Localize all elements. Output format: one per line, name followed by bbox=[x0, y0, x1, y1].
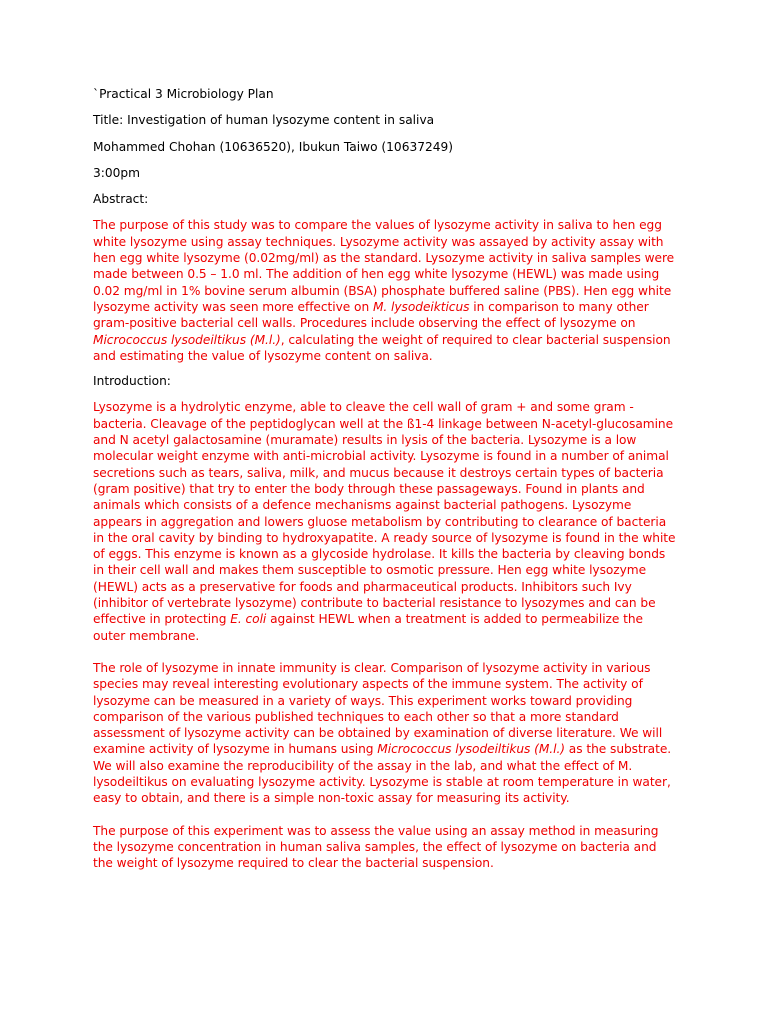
abstract-species-1: M. lysodeikticus bbox=[372, 299, 470, 314]
intro1-text-2: against HEWL when a treatment is added to permeabilize the outer membrane. bbox=[93, 612, 644, 643]
document-title: Title: Investigation of human lysozyme content in saliva bbox=[93, 113, 435, 128]
introduction-label: Introduction: bbox=[93, 374, 171, 389]
abstract-text-1: The purpose of this study was to compare the values of lysozyme activity in saliva to hen egg white lysozyme using assay techniques. Lysozyme activity was assayed by activity assay with hen egg white lysozyme (0.02mg/ml) as the standard. Lysozyme activity in saliva samples were made between 0.5 – 1.0 ml. The addition of hen egg white lysozyme (HEWL) was made using 0.02 mg/ml in 1% bovine serum albumin (BSA) phosphate buffered saline (PBS). Hen egg white lysozyme activity was seen more effective on bbox=[93, 218, 675, 314]
introduction-paragraph-2 bbox=[93, 660, 678, 807]
abstract-text-3: , calculating the weight of required to clear bacterial suspension and estimating the value of lysozyme content on saliva. bbox=[93, 332, 671, 363]
introduction-paragraph-3: The purpose of this experiment was to assess the value using an assay method in measuring the lysozyme concentration in human saliva samples, the effect of lysozyme on bacteria and the weight of lysozyme required to clear the bacterial suspension. bbox=[93, 823, 659, 871]
document-page bbox=[93, 86, 678, 880]
abstract-text-2: in comparison to many other gram-positive bacterial cell walls. Procedures include observing the effect of lysozyme on bbox=[93, 299, 649, 331]
abstract-species-2: Micrococcus lysodeiltikus (M.l.) bbox=[93, 332, 281, 347]
introduction-paragraph-1 bbox=[93, 399, 678, 643]
abstract-paragraph bbox=[93, 217, 678, 364]
abstract-label: Abstract: bbox=[93, 192, 149, 207]
intro2-species: Micrococcus lysodeiltikus (M.l.) bbox=[377, 742, 565, 757]
intro1-species: E. coli bbox=[230, 612, 267, 627]
document-authors: Mohammed Chohan (10636520), Ibukun Taiwo (10637249) bbox=[93, 139, 453, 154]
intro2-text-2: as the substrate. We will also examine the reproducibility of the assay in the lab, and what the effect of M. lysodeiltikus on evaluating lysozyme activity. Lysozyme is stable at room temperature in water, easy to obtain, and there is a simple non-toxic assay for measuring its activity. bbox=[93, 742, 672, 806]
intro2-text-1: The role of lysozyme in innate immunity is clear. Comparison of lysozyme activity in various species may reveal interesting evolutionary aspects of the immune system. The activity of lysozyme can be measured in a variety of ways. This experiment works toward providing comparison of the various published techniques to each other so that a more standard assessment of lysozyme activity can be obtained by examination of diverse literature. We will examine activity of lysozyme in humans using bbox=[93, 660, 663, 757]
document-heading: `Practical 3 Microbiology Plan bbox=[93, 87, 274, 101]
intro1-text-1: Lysozyme is a hydrolytic enzyme, able to cleave the cell wall of gram + and some gram - bacteria. Cleavage of the peptidoglycan well at the ß1-4 linkage between N-acetyl-glucosamine and N acetyl galactosamine (muramate) results in lysis of the bacteria. Lysozyme is a low molecular weight enzyme with anti-microbial activity. Lysozyme is found in a number of animal secretions such as tears, saliva, milk, and mucus because it destroys certain types of bacteria (gram positive) that try to enter the body through these passageways. Found in plants and animals which consists of a defence mechanisms against bacterial pathogens. Lysozyme appears in aggregation and lowers gluose metabolism by contributing to clearance of bacteria in the oral cavity by binding to hydroxyapatite. A ready source of lysozyme is found in the white of eggs. This enzyme is known as a glycoside hydrolase. It kills the bacteria by cleaving bonds in their cell wall and makes them susceptible to osmotic pressure. Hen egg white lysozyme (HEWL) acts as a preservative for foods and pharmaceutical products. Inhibitors such Ivy (inhibitor of vertebrate lysozyme) contribute to bacterial resistance to lysozymes and can be effective in protecting bbox=[93, 400, 676, 627]
document-time: 3:00pm bbox=[93, 165, 140, 180]
